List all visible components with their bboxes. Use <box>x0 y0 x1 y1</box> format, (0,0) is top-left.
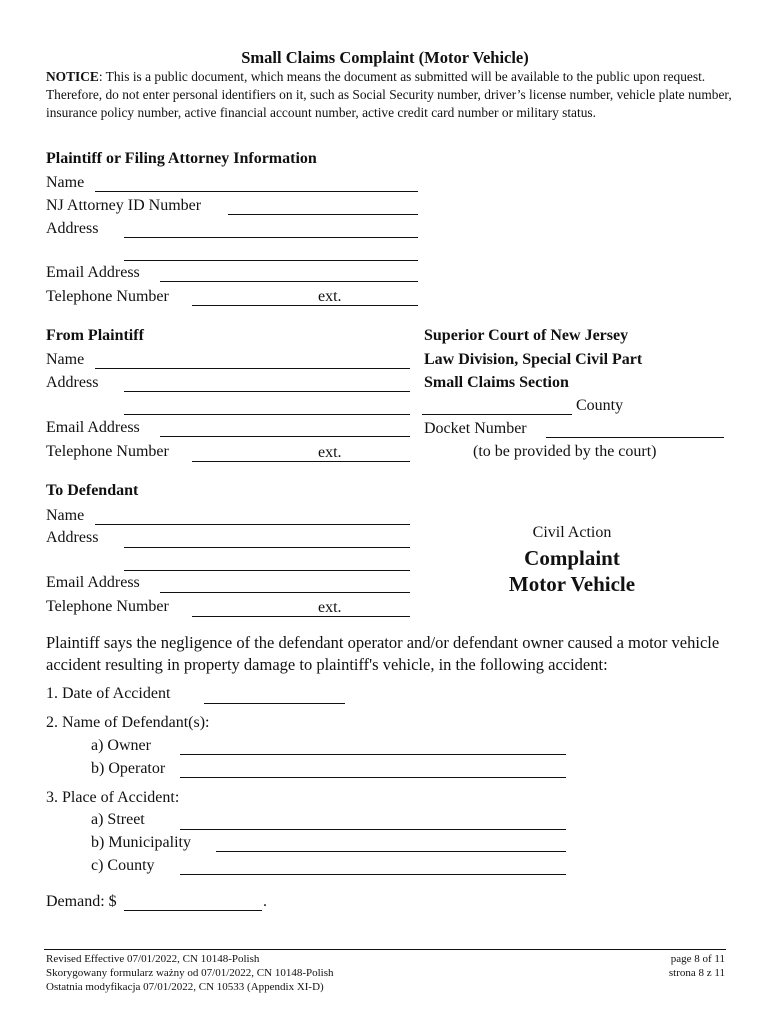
page-number-pl: strona 8 z 11 <box>668 967 725 979</box>
docket-number-field[interactable] <box>546 437 724 438</box>
court-name: Superior Court of New Jersey <box>424 327 629 344</box>
operator-field[interactable] <box>180 777 566 778</box>
attorney-id-field[interactable] <box>228 214 418 215</box>
docket-number-label: Docket Number <box>424 420 527 437</box>
attorney-address-label: Address <box>46 220 99 237</box>
attorney-telephone-field[interactable] <box>192 305 418 306</box>
demand-suffix: . <box>263 893 267 910</box>
plaintiff-telephone-field[interactable] <box>192 461 410 462</box>
accident-county-field[interactable] <box>180 874 566 875</box>
plaintiff-name-label: Name <box>46 351 85 368</box>
county-label-2: c) County <box>91 857 155 874</box>
plaintiff-address-label: Address <box>46 374 99 391</box>
form-title: Small Claims Complaint (Motor Vehicle) <box>241 48 529 67</box>
attorney-telephone-label: Telephone Number <box>46 288 169 305</box>
defendant-ext-label: ext. <box>318 599 342 616</box>
defendant-email-field[interactable] <box>160 592 410 593</box>
owner-label: a) Owner <box>91 737 151 754</box>
date-of-accident-label: 1. Date of Accident <box>46 685 171 702</box>
plaintiff-name-field[interactable] <box>95 368 410 369</box>
court-division: Law Division, Special Civil Part <box>424 351 643 368</box>
defendant-email-label: Email Address <box>46 574 140 591</box>
plaintiff-email-label: Email Address <box>46 419 140 436</box>
defendant-address-field-1[interactable] <box>124 547 410 548</box>
attorney-name-field[interactable] <box>95 191 418 192</box>
footer-revision-en: Revised Effective 07/01/2022, CN 10148-Polish <box>46 953 260 965</box>
defendant-name-label: Name <box>46 507 85 524</box>
plaintiff-address-field-1[interactable] <box>124 391 410 392</box>
date-of-accident-field[interactable] <box>204 703 345 704</box>
defendant-name-field[interactable] <box>95 524 410 525</box>
attorney-id-label: NJ Attorney ID Number <box>46 197 202 214</box>
attorney-email-label: Email Address <box>46 264 140 281</box>
attorney-address-field-1[interactable] <box>124 237 418 238</box>
demand-amount-field[interactable] <box>124 910 262 911</box>
place-of-accident-label: 3. Place of Accident: <box>46 789 180 806</box>
defendant-telephone-field[interactable] <box>192 616 410 617</box>
defendants-label: 2. Name of Defendant(s): <box>46 714 210 731</box>
operator-label: b) Operator <box>91 760 166 777</box>
attorney-name-label: Name <box>46 174 85 191</box>
street-field[interactable] <box>180 829 566 830</box>
plaintiff-telephone-label: Telephone Number <box>46 443 169 460</box>
from-plaintiff-heading: From Plaintiff <box>46 327 144 344</box>
civil-action-label: Civil Action <box>532 524 612 541</box>
footer-revision-pl: Skorygowany formularz ważny od 07/01/2022, CN 10148-Polish <box>46 967 334 979</box>
county-field[interactable] <box>422 414 572 415</box>
negligence-statement: Plaintiff says the negligence of the defendant operator and/or defendant owner caused a motor vehicle accident resulting in property damage to plaintiff's vehicle, in the following accident: <box>46 633 720 674</box>
defendant-address-field-2[interactable] <box>124 570 410 571</box>
municipality-field[interactable] <box>216 851 566 852</box>
attorney-address-field-2[interactable] <box>124 260 418 261</box>
footer-divider <box>44 949 726 950</box>
municipality-label: b) Municipality <box>91 834 191 851</box>
owner-field[interactable] <box>180 754 566 755</box>
demand-label: Demand: $ <box>46 893 117 910</box>
docket-note: (to be provided by the court) <box>473 443 657 460</box>
plaintiff-attorney-heading: Plaintiff or Filing Attorney Information <box>46 150 317 167</box>
attorney-email-field[interactable] <box>160 281 418 282</box>
plaintiff-ext-label: ext. <box>318 444 342 461</box>
court-section: Small Claims Section <box>424 374 569 391</box>
plaintiff-email-field[interactable] <box>160 436 410 437</box>
notice-text: : This is a public document, which means the document as submitted will be available to the public upon request. Therefore, do not enter personal identifiers on it, such as Social Security number, driver’s license number, vehicle plate number, insurance policy number, active financial account number, active credit card number or military status. <box>46 69 732 120</box>
motor-vehicle-title: Motor Vehicle <box>508 572 636 596</box>
to-defendant-heading: To Defendant <box>46 482 139 499</box>
notice-paragraph <box>46 68 736 122</box>
notice-label: NOTICE <box>46 69 99 84</box>
attorney-ext-label: ext. <box>318 288 342 305</box>
street-label: a) Street <box>91 811 145 828</box>
county-label: County <box>576 397 624 414</box>
page-number-en: page 8 of 11 <box>670 953 725 965</box>
plaintiff-address-field-2[interactable] <box>124 414 410 415</box>
defendant-address-label: Address <box>46 529 99 546</box>
footer-revision-pl-2: Ostatnia modyfikacja 07/01/2022, CN 10533 (Appendix XI-D) <box>46 981 324 993</box>
defendant-telephone-label: Telephone Number <box>46 598 169 615</box>
complaint-title: Complaint <box>524 546 620 570</box>
